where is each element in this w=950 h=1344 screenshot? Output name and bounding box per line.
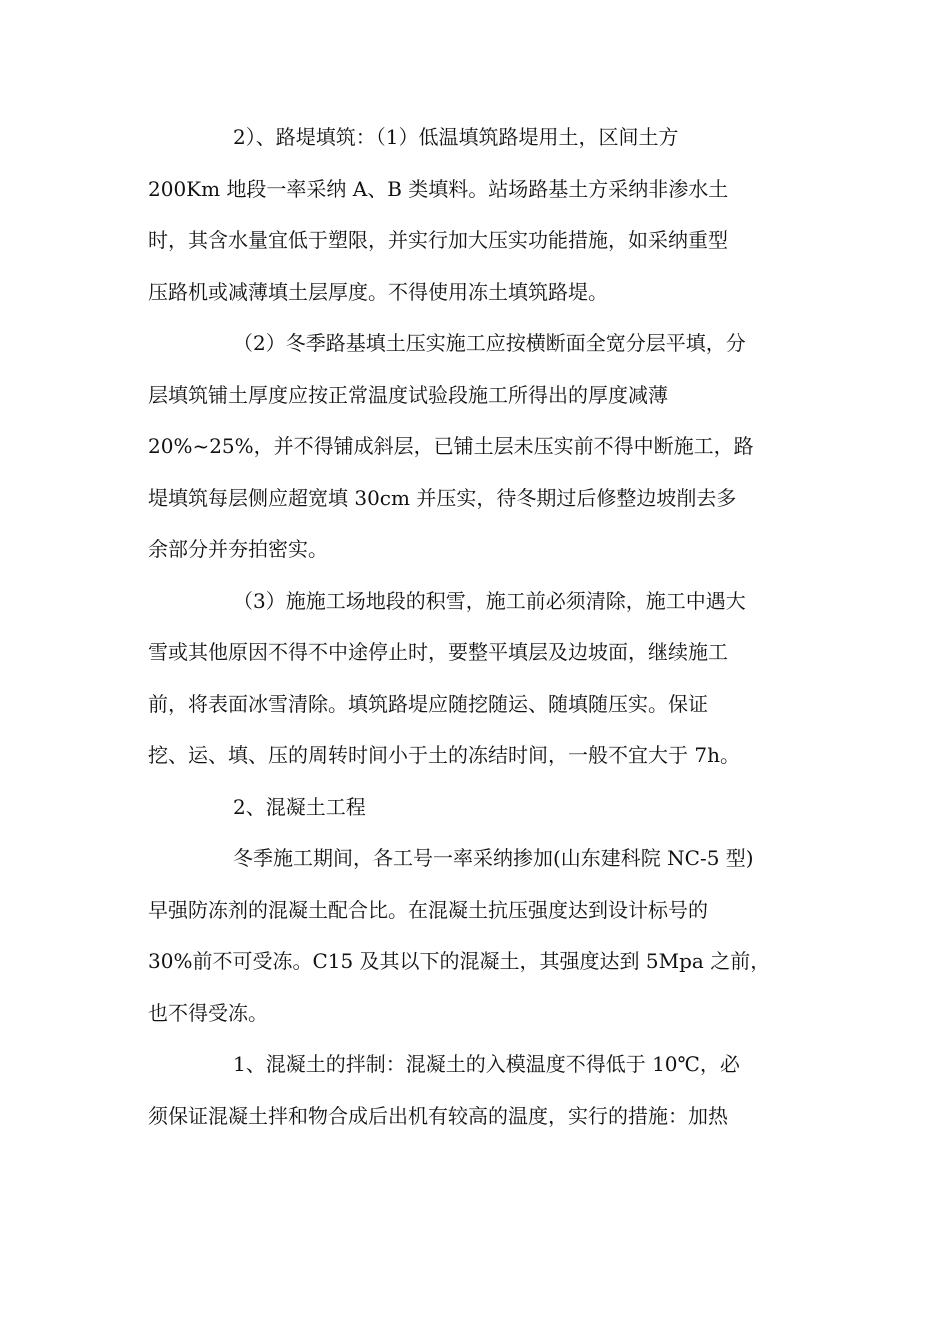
text-line: 2）、路堤填筑：（1）低温填筑路堤用土，区间土方 xyxy=(233,125,679,149)
text-line: 须保证混凝土拌和物合成后出机有较高的温度，实行的措施：加热 xyxy=(148,1103,728,1128)
text-line: 20%~25%，并不得铺成斜层，已铺土层未压实前不得中断施工，路 xyxy=(148,434,754,458)
text-line: 余部分并夯拍密实。 xyxy=(148,537,328,561)
text-line: （2）冬季路基填土压实施工应按横断面全宽分层平填，分 xyxy=(233,331,746,355)
text-line: 200Km 地段一率采纳 A、B 类填料。站场路基土方采纳非渗水土 xyxy=(148,176,729,201)
text-line: 前，将表面冰雪清除。填筑路堤应随挖随运、随填随压实。保证 xyxy=(148,691,708,716)
text-line: 也不得受冻。 xyxy=(148,1000,268,1025)
document-body xyxy=(148,119,808,1149)
text-line: 堤填筑每层侧应超宽填 30cm 并压实，待冬期过后修整边坡削去多 xyxy=(148,485,737,510)
text-line: 冬季施工期间，各工号一率采纳掺加(山东建科院 NC-5 型) xyxy=(233,846,754,870)
text-line: 时，其含水量宜低于塑限，并实行加大压实功能措施，如采纳重型 xyxy=(148,228,728,252)
section-heading: 2、混凝土工程 xyxy=(233,794,366,819)
text-line: 层填筑铺土厚度应按正常温度试验段施工所得出的厚度减薄 xyxy=(148,382,668,407)
text-line: 1、混凝土的拌制：混凝土的入模温度不得低于 10℃，必 xyxy=(233,1052,740,1076)
text-line: 早强防冻剂的混凝土配合比。在混凝土抗压强度达到设计标号的 xyxy=(148,897,708,922)
text-line: （3）施施工场地段的积雪，施工前必须清除，施工中遇大 xyxy=(233,588,746,613)
text-line: 压路机或减薄填土层厚度。不得使用冻土填筑路堤。 xyxy=(148,279,608,304)
text-line: 30%前不可受冻。C15 及其以下的混凝土，其强度达到 5Mpa 之前， xyxy=(148,949,771,973)
text-line: 雪或其他原因不得不中途停止时，要整平填层及边坡面，继续施工 xyxy=(148,640,728,664)
text-line: 挖、运、填、压的周转时间小于土的冻结时间，一般不宜大于 7h。 xyxy=(148,743,740,767)
